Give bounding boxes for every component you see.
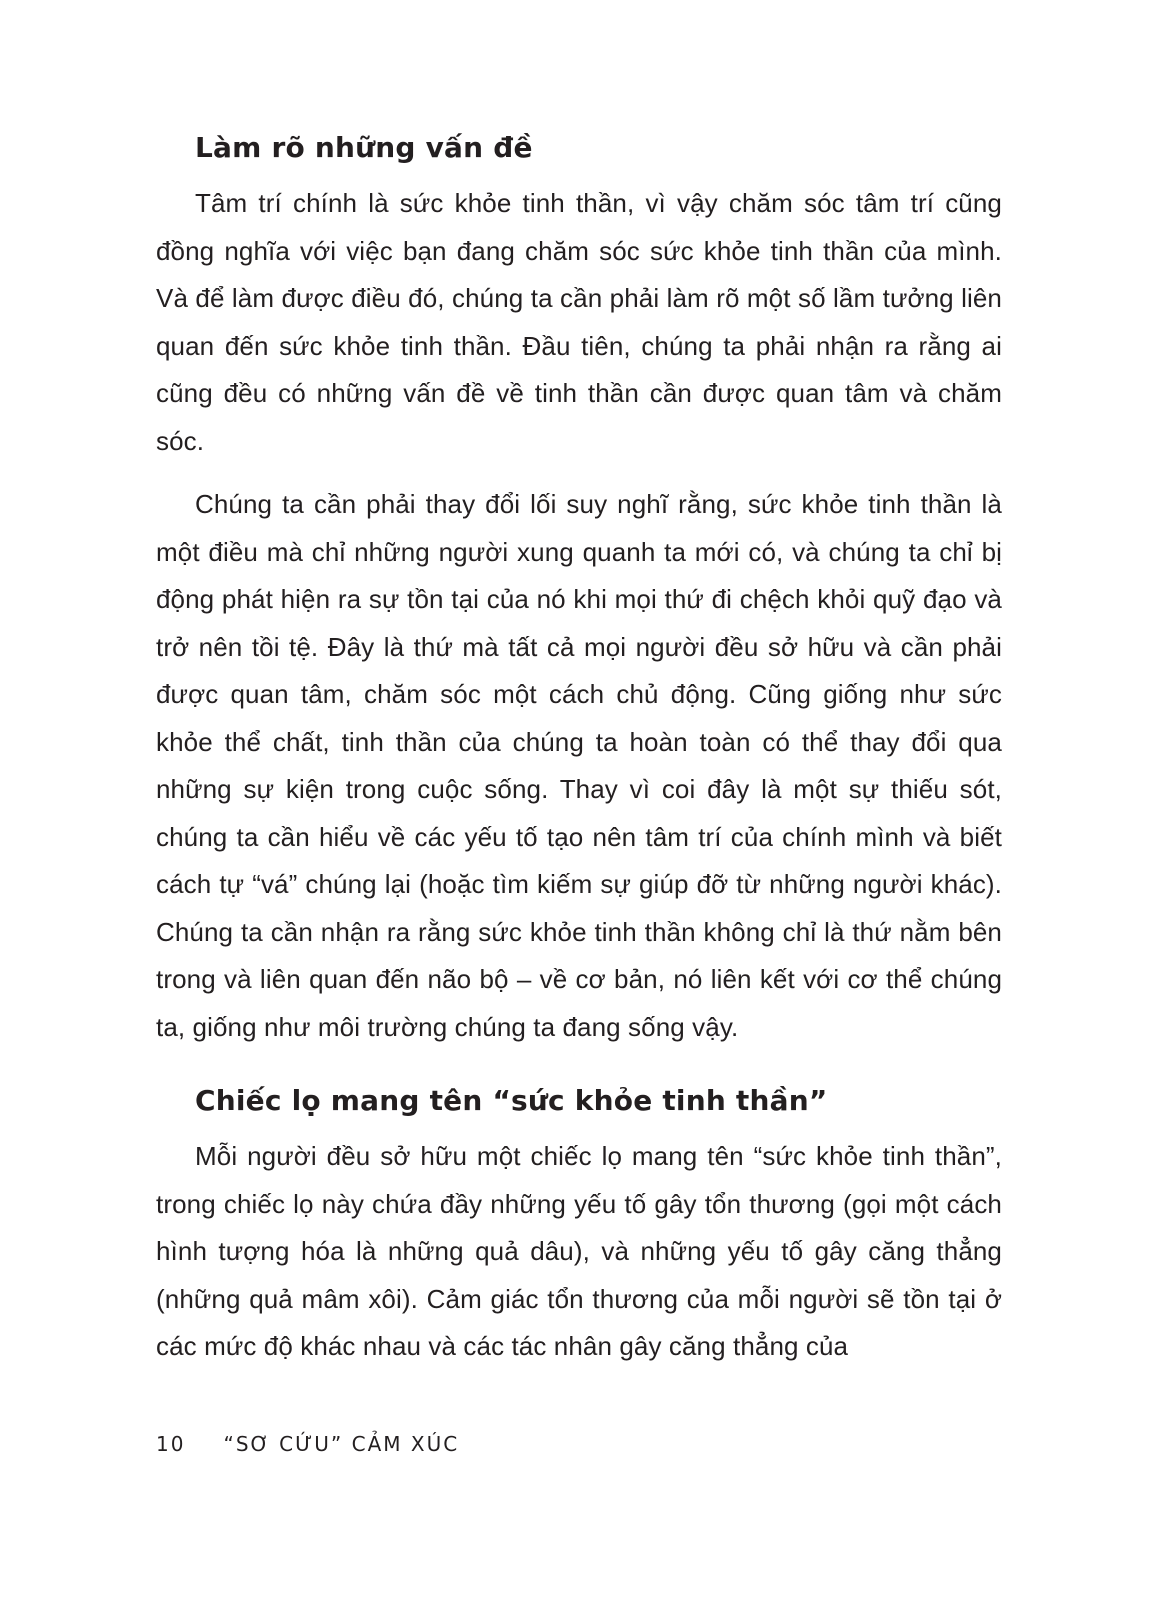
paragraph-mind-is-mental-health: Tâm trí chính là sức khỏe tinh thần, vì vậy chăm sóc tâm trí cũng đồng nghĩa với việc bạn đang chăm sóc sức khỏe tinh thần của mình. Và để làm được điều đó, chúng ta cần phải làm rõ một số lầm tưởng liên quan đến sức khỏe tinh thần. Đầu tiên, chúng ta phải nhận ra rằng ai cũng đều có những vấn đề về tinh thần cần được quan tâm và chăm sóc. [156, 188, 1002, 456]
paragraph-change-mindset: Chúng ta cần phải thay đổi lối suy nghĩ rằng, sức khỏe tinh thần là một điều mà chỉ những người xung quanh ta mới có, và chúng ta chỉ bị động phát hiện ra sự tồn tại của nó khi mọi thứ đi chệch khỏi quỹ đạo và trở nên tồi tệ. Đây là thứ mà tất cả mọi người đều sở hữu và cần phải được quan tâm, chăm sóc một cách chủ động. Cũng giống như sức khỏe thể chất, tinh thần của chúng ta hoàn toàn có thể thay đổi qua những sự kiện trong cuộc sống. Thay vì coi đây là một sự thiếu sót, chúng ta cần hiểu về các yếu tố tạo nên tâm trí của chính mình và biết cách tự “vá” chúng lại (hoặc tìm kiếm sự giúp đỡ từ những người khác). Chúng ta cần nhận ra rằng sức khỏe tinh thần không chỉ là thứ nằm bên trong và liên quan đến não bộ – về cơ bản, nó liên kết với cơ thể chúng ta, giống như môi trường chúng ta đang sống vậy. [156, 489, 1002, 1042]
page-number: 10 [156, 1432, 186, 1456]
page-content [156, 128, 1002, 1387]
section-heading-clarify-issues: Làm rõ những vấn đề [195, 131, 533, 164]
section-heading-mental-health-jar: Chiếc lọ mang tên “sức khỏe tinh thần” [195, 1084, 828, 1117]
running-title: “SƠ CỨU” CẢM XÚC [223, 1432, 460, 1456]
page-footer [156, 1432, 459, 1456]
paragraph-jar-metaphor: Mỗi người đều sở hữu một chiếc lọ mang tên “sức khỏe tinh thần”, trong chiếc lọ này chứa đầy những yếu tố gây tổn thương (gọi một cách hình tượng hóa là những quả dâu), và những yếu tố gây căng thẳng (những quả mâm xôi). Cảm giác tổn thương của mỗi người sẽ tồn tại ở các mức độ khác nhau và các tác nhân gây căng thẳng của [156, 1141, 1002, 1361]
